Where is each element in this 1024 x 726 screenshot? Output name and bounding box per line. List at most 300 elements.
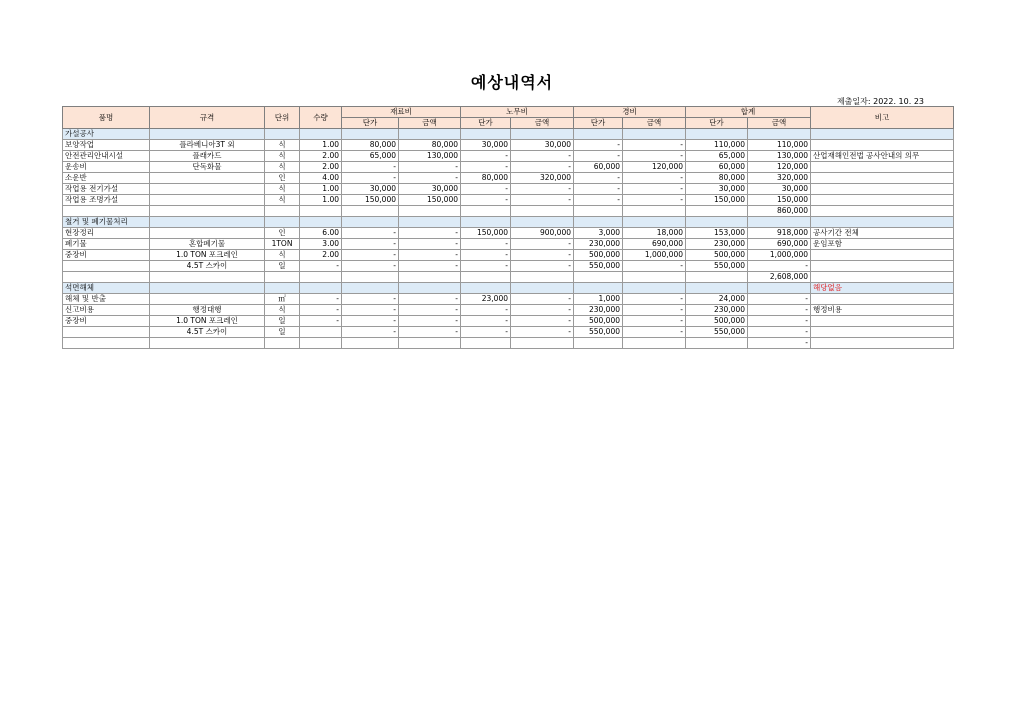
section-subtotal: -	[748, 338, 811, 349]
labor-unit-price-cell: 80,000	[461, 173, 511, 184]
material-unit-price-cell: 150,000	[342, 195, 399, 206]
empty-cell	[623, 283, 686, 294]
empty-cell	[574, 217, 623, 228]
unit-cell: 일	[265, 316, 300, 327]
spec-cell: 플라베니아3T 외	[150, 140, 265, 151]
qty-cell: -	[300, 294, 342, 305]
note-cell	[811, 184, 954, 195]
note-cell	[811, 173, 954, 184]
expense-unit-price-cell: 230,000	[574, 239, 623, 250]
section-header-row	[63, 129, 954, 140]
header-item: 품명	[63, 107, 150, 129]
total-unit-price-cell: 110,000	[686, 140, 748, 151]
empty-cell	[399, 217, 461, 228]
qty-cell: 2.00	[300, 151, 342, 162]
qty-cell: 6.00	[300, 228, 342, 239]
material-amount-cell: -	[399, 228, 461, 239]
expense-unit-price-cell: 60,000	[574, 162, 623, 173]
unit-cell: 식	[265, 250, 300, 261]
item-cell	[63, 327, 150, 338]
total-unit-price-cell: 60,000	[686, 162, 748, 173]
expense-amount-cell: -	[623, 327, 686, 338]
expense-amount-cell: -	[623, 261, 686, 272]
qty-cell: -	[300, 316, 342, 327]
empty-cell	[342, 338, 399, 349]
empty-cell	[511, 338, 574, 349]
empty-cell	[150, 338, 265, 349]
empty-cell	[300, 129, 342, 140]
table-row	[63, 294, 954, 305]
labor-unit-price-cell: -	[461, 195, 511, 206]
item-cell: 보양작업	[63, 140, 150, 151]
labor-unit-price-cell: -	[461, 261, 511, 272]
labor-amount-cell: -	[511, 195, 574, 206]
expense-unit-price-cell: -	[574, 195, 623, 206]
header-material-amount: 금액	[399, 118, 461, 129]
empty-cell	[574, 272, 623, 283]
expense-amount-cell: 690,000	[623, 239, 686, 250]
spec-cell	[150, 228, 265, 239]
material-unit-price-cell: -	[342, 294, 399, 305]
material-unit-price-cell: -	[342, 239, 399, 250]
spec-cell: 단독화물	[150, 162, 265, 173]
header-qty: 수량	[300, 107, 342, 129]
empty-cell	[265, 283, 300, 294]
total-amount-cell: 130,000	[748, 151, 811, 162]
labor-unit-price-cell: -	[461, 151, 511, 162]
empty-cell	[623, 129, 686, 140]
empty-cell	[265, 217, 300, 228]
section-header-row	[63, 217, 954, 228]
item-cell: 중장비	[63, 250, 150, 261]
material-amount-cell: -	[399, 250, 461, 261]
header-spec: 규격	[150, 107, 265, 129]
item-cell: 해체 및 반출	[63, 294, 150, 305]
total-amount-cell: 30,000	[748, 184, 811, 195]
labor-amount-cell: -	[511, 250, 574, 261]
spec-cell: 행정대행	[150, 305, 265, 316]
empty-cell	[461, 272, 511, 283]
note-cell	[811, 327, 954, 338]
empty-cell	[300, 272, 342, 283]
note-cell: 공사기간 전체	[811, 228, 954, 239]
labor-amount-cell: -	[511, 316, 574, 327]
total-amount-cell: -	[748, 305, 811, 316]
table-row	[63, 173, 954, 184]
table-row	[63, 228, 954, 239]
expense-amount-cell: -	[623, 151, 686, 162]
expense-unit-price-cell: 3,000	[574, 228, 623, 239]
table-row	[63, 305, 954, 316]
empty-cell	[342, 283, 399, 294]
expense-unit-price-cell: -	[574, 184, 623, 195]
labor-amount-cell: -	[511, 162, 574, 173]
total-unit-price-cell: 150,000	[686, 195, 748, 206]
labor-amount-cell: -	[511, 327, 574, 338]
unit-cell: 식	[265, 195, 300, 206]
labor-unit-price-cell: -	[461, 184, 511, 195]
empty-cell	[63, 272, 150, 283]
empty-cell	[300, 283, 342, 294]
unit-cell: 인	[265, 228, 300, 239]
table-header	[63, 107, 954, 129]
item-cell: 중장비	[63, 316, 150, 327]
qty-cell: 3.00	[300, 239, 342, 250]
empty-cell	[623, 217, 686, 228]
empty-cell	[574, 206, 623, 217]
empty-cell	[686, 206, 748, 217]
item-cell: 작업용 전기가설	[63, 184, 150, 195]
material-amount-cell: -	[399, 327, 461, 338]
qty-cell: 1.00	[300, 140, 342, 151]
expense-amount-cell: -	[623, 184, 686, 195]
material-amount-cell: 80,000	[399, 140, 461, 151]
section-header-row	[63, 283, 954, 294]
expense-unit-price-cell: -	[574, 173, 623, 184]
item-cell: 운송비	[63, 162, 150, 173]
labor-amount-cell: 900,000	[511, 228, 574, 239]
labor-amount-cell: 320,000	[511, 173, 574, 184]
empty-cell	[686, 217, 748, 228]
material-unit-price-cell: -	[342, 316, 399, 327]
empty-cell	[265, 129, 300, 140]
header-unit: 단위	[265, 107, 300, 129]
total-unit-price-cell: 230,000	[686, 305, 748, 316]
total-unit-price-cell: 24,000	[686, 294, 748, 305]
item-cell: 신고비용	[63, 305, 150, 316]
material-unit-price-cell: 30,000	[342, 184, 399, 195]
empty-cell	[686, 129, 748, 140]
expense-amount-cell: 18,000	[623, 228, 686, 239]
note-cell	[811, 316, 954, 327]
labor-unit-price-cell: -	[461, 239, 511, 250]
spec-cell: 1.0 TON 포크레인	[150, 250, 265, 261]
labor-amount-cell: -	[511, 151, 574, 162]
empty-cell	[623, 272, 686, 283]
empty-cell	[511, 283, 574, 294]
empty-cell	[623, 338, 686, 349]
expense-amount-cell: 120,000	[623, 162, 686, 173]
empty-cell	[811, 272, 954, 283]
spec-cell: 1.0 TON 포크레인	[150, 316, 265, 327]
table-row	[63, 261, 954, 272]
total-amount-cell: 918,000	[748, 228, 811, 239]
material-amount-cell: -	[399, 162, 461, 173]
labor-amount-cell: -	[511, 294, 574, 305]
empty-cell	[150, 272, 265, 283]
labor-unit-price-cell: -	[461, 316, 511, 327]
item-cell: 현장정리	[63, 228, 150, 239]
expense-amount-cell: -	[623, 140, 686, 151]
total-unit-price-cell: 550,000	[686, 327, 748, 338]
note-cell: 산업재해인전법 공사안내의 의무	[811, 151, 954, 162]
table-row	[63, 151, 954, 162]
unit-cell: 식	[265, 184, 300, 195]
total-unit-price-cell: 500,000	[686, 316, 748, 327]
header-labor: 노무비	[461, 107, 574, 118]
item-cell: 폐기물	[63, 239, 150, 250]
total-amount-cell: 110,000	[748, 140, 811, 151]
total-unit-price-cell: 30,000	[686, 184, 748, 195]
empty-cell	[623, 206, 686, 217]
empty-cell	[63, 338, 150, 349]
expense-unit-price-cell: 500,000	[574, 250, 623, 261]
empty-cell	[399, 206, 461, 217]
empty-cell	[150, 217, 265, 228]
qty-cell	[300, 327, 342, 338]
item-cell: 작업용 조명가설	[63, 195, 150, 206]
expense-unit-price-cell: -	[574, 151, 623, 162]
empty-cell	[342, 129, 399, 140]
expense-amount-cell: 1,000,000	[623, 250, 686, 261]
material-unit-price-cell: -	[342, 250, 399, 261]
unit-cell: 인	[265, 173, 300, 184]
qty-cell: 1.00	[300, 184, 342, 195]
unit-cell: 식	[265, 162, 300, 173]
material-amount-cell: -	[399, 305, 461, 316]
labor-amount-cell: -	[511, 184, 574, 195]
header-labor-unit-price: 단가	[461, 118, 511, 129]
empty-cell	[342, 206, 399, 217]
material-unit-price-cell: -	[342, 173, 399, 184]
document-title: 예상내역서	[470, 73, 554, 92]
unit-cell: 식	[265, 305, 300, 316]
unit-cell: 식	[265, 140, 300, 151]
estimate-table	[62, 106, 954, 349]
note-cell: 행정비용	[811, 305, 954, 316]
note-cell	[811, 261, 954, 272]
note-cell: 운임포함	[811, 239, 954, 250]
header-material-unit-price: 단가	[342, 118, 399, 129]
material-unit-price-cell: -	[342, 228, 399, 239]
material-amount-cell: -	[399, 173, 461, 184]
material-amount-cell: -	[399, 316, 461, 327]
note-cell	[811, 294, 954, 305]
section-name: 철거 및 폐기물처리	[63, 217, 150, 228]
material-unit-price-cell: -	[342, 327, 399, 338]
empty-cell	[150, 283, 265, 294]
expense-amount-cell: -	[623, 173, 686, 184]
qty-cell: 2.00	[300, 250, 342, 261]
section-name: 가설공사	[63, 129, 150, 140]
expense-amount-cell: -	[623, 195, 686, 206]
empty-cell	[399, 272, 461, 283]
spec-cell: 4.5T 스카이	[150, 327, 265, 338]
labor-unit-price-cell: -	[461, 162, 511, 173]
spec-cell: 혼합폐기물	[150, 239, 265, 250]
qty-cell: 4.00	[300, 173, 342, 184]
expense-unit-price-cell: 500,000	[574, 316, 623, 327]
note-cell	[811, 162, 954, 173]
header-labor-amount: 금액	[511, 118, 574, 129]
material-amount-cell: 150,000	[399, 195, 461, 206]
header-total-amount: 금액	[748, 118, 811, 129]
spec-cell	[150, 294, 265, 305]
header-total-unit-price: 단가	[686, 118, 748, 129]
unit-cell: ㎡	[265, 294, 300, 305]
empty-cell	[300, 206, 342, 217]
submission-date: 제출일자: 2022. 10. 23	[836, 97, 924, 106]
subtotal-row	[63, 272, 954, 283]
empty-cell	[150, 206, 265, 217]
empty-cell	[461, 283, 511, 294]
total-unit-price-cell: 230,000	[686, 239, 748, 250]
material-unit-price-cell: -	[342, 261, 399, 272]
spec-cell	[150, 173, 265, 184]
empty-cell	[461, 338, 511, 349]
section-subtotal: 860,000	[748, 206, 811, 217]
material-amount-cell: 30,000	[399, 184, 461, 195]
expense-amount-cell: -	[623, 294, 686, 305]
item-cell: 안전관리안내시설	[63, 151, 150, 162]
expense-unit-price-cell: 550,000	[574, 261, 623, 272]
table-row	[63, 327, 954, 338]
table-row	[63, 250, 954, 261]
table-row	[63, 195, 954, 206]
labor-amount-cell: -	[511, 305, 574, 316]
total-amount-cell: 690,000	[748, 239, 811, 250]
total-amount-cell: 320,000	[748, 173, 811, 184]
table-row	[63, 239, 954, 250]
total-amount-cell: -	[748, 316, 811, 327]
header-expense: 경비	[574, 107, 686, 118]
labor-amount-cell: -	[511, 239, 574, 250]
section-name: 석면해체	[63, 283, 150, 294]
empty-cell	[150, 129, 265, 140]
material-amount-cell: -	[399, 261, 461, 272]
empty-cell	[461, 129, 511, 140]
spec-cell	[150, 195, 265, 206]
empty-cell	[574, 338, 623, 349]
material-amount-cell: -	[399, 239, 461, 250]
qty-cell: -	[300, 261, 342, 272]
note-cell	[811, 250, 954, 261]
total-amount-cell: 1,000,000	[748, 250, 811, 261]
empty-cell	[63, 206, 150, 217]
empty-cell	[511, 272, 574, 283]
empty-cell	[300, 217, 342, 228]
empty-cell	[686, 283, 748, 294]
empty-cell	[511, 129, 574, 140]
table-body	[63, 129, 954, 349]
labor-unit-price-cell: -	[461, 250, 511, 261]
subtotal-row	[63, 338, 954, 349]
empty-cell	[300, 338, 342, 349]
empty-cell	[686, 272, 748, 283]
unit-cell: 일	[265, 261, 300, 272]
item-cell	[63, 261, 150, 272]
section-note	[811, 217, 954, 228]
labor-unit-price-cell: 30,000	[461, 140, 511, 151]
header-expense-amount: 금액	[623, 118, 686, 129]
header-expense-unit-price: 단가	[574, 118, 623, 129]
qty-cell: 1.00	[300, 195, 342, 206]
material-unit-price-cell: -	[342, 162, 399, 173]
total-unit-price-cell: 550,000	[686, 261, 748, 272]
section-note: 해당없음	[811, 283, 954, 294]
empty-cell	[461, 217, 511, 228]
empty-cell	[811, 206, 954, 217]
section-subtotal: 2,608,000	[748, 272, 811, 283]
expense-unit-price-cell: 1,000	[574, 294, 623, 305]
empty-cell	[399, 283, 461, 294]
empty-cell	[511, 217, 574, 228]
material-unit-price-cell: 65,000	[342, 151, 399, 162]
total-amount-cell: -	[748, 294, 811, 305]
subtotal-row	[63, 206, 954, 217]
qty-cell: -	[300, 305, 342, 316]
empty-cell	[811, 338, 954, 349]
spec-cell	[150, 184, 265, 195]
material-unit-price-cell: -	[342, 305, 399, 316]
labor-amount-cell: 30,000	[511, 140, 574, 151]
labor-unit-price-cell: -	[461, 305, 511, 316]
empty-cell	[399, 129, 461, 140]
labor-unit-price-cell: -	[461, 327, 511, 338]
total-unit-price-cell: 65,000	[686, 151, 748, 162]
header-total: 합계	[686, 107, 811, 118]
qty-cell: 2.00	[300, 162, 342, 173]
total-unit-price-cell: 500,000	[686, 250, 748, 261]
empty-cell	[342, 272, 399, 283]
material-amount-cell: -	[399, 294, 461, 305]
total-amount-cell: 120,000	[748, 162, 811, 173]
total-amount-cell: -	[748, 327, 811, 338]
empty-cell	[511, 206, 574, 217]
labor-unit-price-cell: 150,000	[461, 228, 511, 239]
expense-unit-price-cell: 550,000	[574, 327, 623, 338]
empty-cell	[265, 206, 300, 217]
empty-cell	[461, 206, 511, 217]
empty-cell	[748, 283, 811, 294]
table-row	[63, 316, 954, 327]
table-row	[63, 140, 954, 151]
item-cell: 소운반	[63, 173, 150, 184]
note-cell	[811, 140, 954, 151]
empty-cell	[574, 129, 623, 140]
empty-cell	[265, 338, 300, 349]
unit-cell: 1TON	[265, 239, 300, 250]
labor-amount-cell: -	[511, 261, 574, 272]
section-note	[811, 129, 954, 140]
header-material: 재료비	[342, 107, 461, 118]
labor-unit-price-cell: 23,000	[461, 294, 511, 305]
empty-cell	[748, 129, 811, 140]
expense-unit-price-cell: 230,000	[574, 305, 623, 316]
empty-cell	[748, 217, 811, 228]
total-unit-price-cell: 153,000	[686, 228, 748, 239]
unit-cell: 일	[265, 327, 300, 338]
empty-cell	[574, 283, 623, 294]
empty-cell	[399, 338, 461, 349]
note-cell	[811, 195, 954, 206]
spec-cell: 4.5T 스카이	[150, 261, 265, 272]
material-amount-cell: 130,000	[399, 151, 461, 162]
material-unit-price-cell: 80,000	[342, 140, 399, 151]
empty-cell	[342, 217, 399, 228]
expense-amount-cell: -	[623, 316, 686, 327]
total-amount-cell: -	[748, 261, 811, 272]
expense-unit-price-cell: -	[574, 140, 623, 151]
empty-cell	[265, 272, 300, 283]
spec-cell: 플래카드	[150, 151, 265, 162]
expense-amount-cell: -	[623, 305, 686, 316]
table-row	[63, 184, 954, 195]
unit-cell: 식	[265, 151, 300, 162]
total-unit-price-cell: 80,000	[686, 173, 748, 184]
total-amount-cell: 150,000	[748, 195, 811, 206]
table-row	[63, 162, 954, 173]
